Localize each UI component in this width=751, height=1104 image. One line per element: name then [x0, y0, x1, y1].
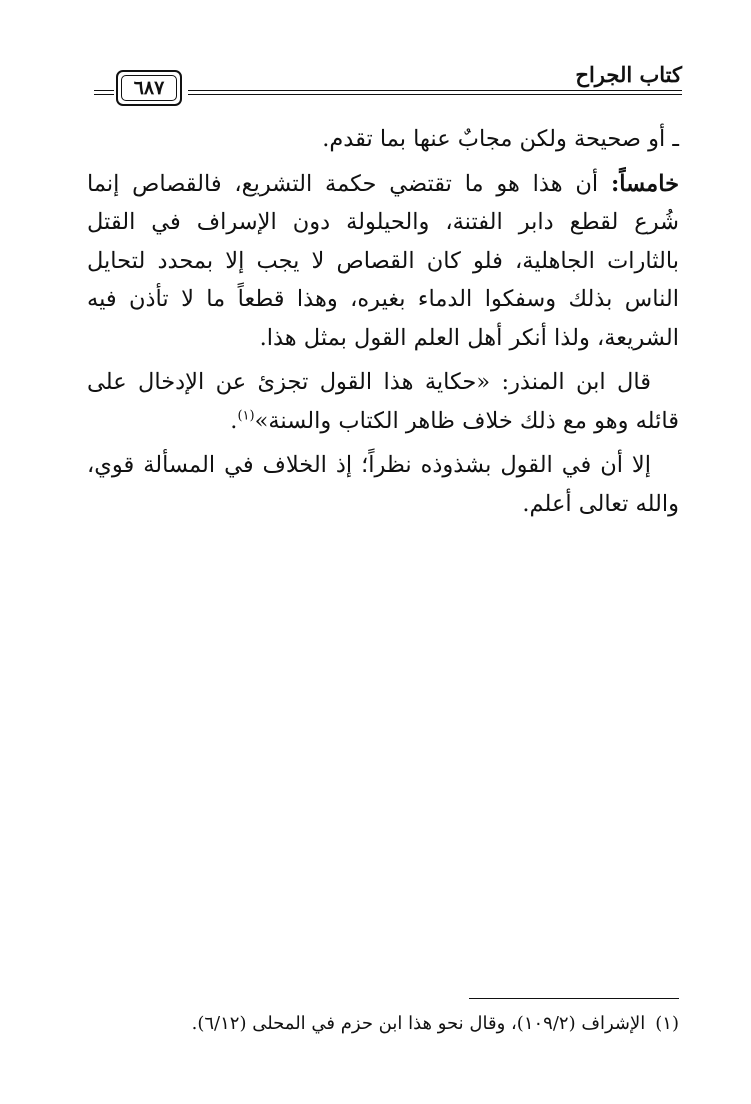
footnote-separator [469, 998, 679, 999]
running-header [94, 58, 682, 106]
paragraph-2-lead: خامساً: [610, 170, 679, 197]
paragraph-2-text: أن هذا هو ما تقتضي حكمة التشريع، فالقصاص إنما شُرع لقطع دابر الفتنة، والحيلولة دون الإسراف في القتل بالثارات الجاهلية، فلو كان القصاص لا يجب إلا بمحدد لتحايل الناس بذلك وسفكوا الدماء بغيره، وهذا قطعاً ما لا تأذن فيه الشريعة، ولذا أنكر أهل العلم القول بمثل هذا. [87, 170, 679, 351]
paragraph-1 [87, 120, 679, 159]
footnote-number: (١) [655, 1013, 679, 1034]
footnote-1 [87, 1010, 679, 1038]
paragraph-3-text: قال ابن المنذر: «حكاية هذا القول تجزئ عن الإدخال على قائله وهو مع ذلك خلاف ظاهر الكتاب والسنة» [87, 369, 679, 434]
paragraph-1-text: ـ أو صحيحة ولكن مجابٌ عنها بما تقدم. [322, 126, 679, 152]
paragraph-3 [87, 363, 679, 440]
page-number-frame [116, 70, 182, 106]
header-rule-left [94, 90, 114, 95]
paragraph-2 [87, 165, 679, 358]
book-title: كتاب الجراح [575, 62, 682, 87]
page-number: ٦٨٧ [133, 77, 165, 99]
paragraph-3-tail: . [230, 407, 238, 434]
footnote-text: الإشراف (١٠٩/٢)، وقال نحو هذا ابن حزم في المحلى (٦/١٢). [191, 1013, 646, 1034]
main-text [87, 120, 679, 529]
paragraph-4 [87, 446, 679, 523]
paragraph-4-text: إلا أن في القول بشذوذه نظراً؛ إذ الخلاف في المسألة قوي، والله تعالى أعلم. [87, 452, 679, 517]
footnote-reference[interactable]: (١) [237, 408, 255, 423]
header-rule [188, 90, 682, 95]
